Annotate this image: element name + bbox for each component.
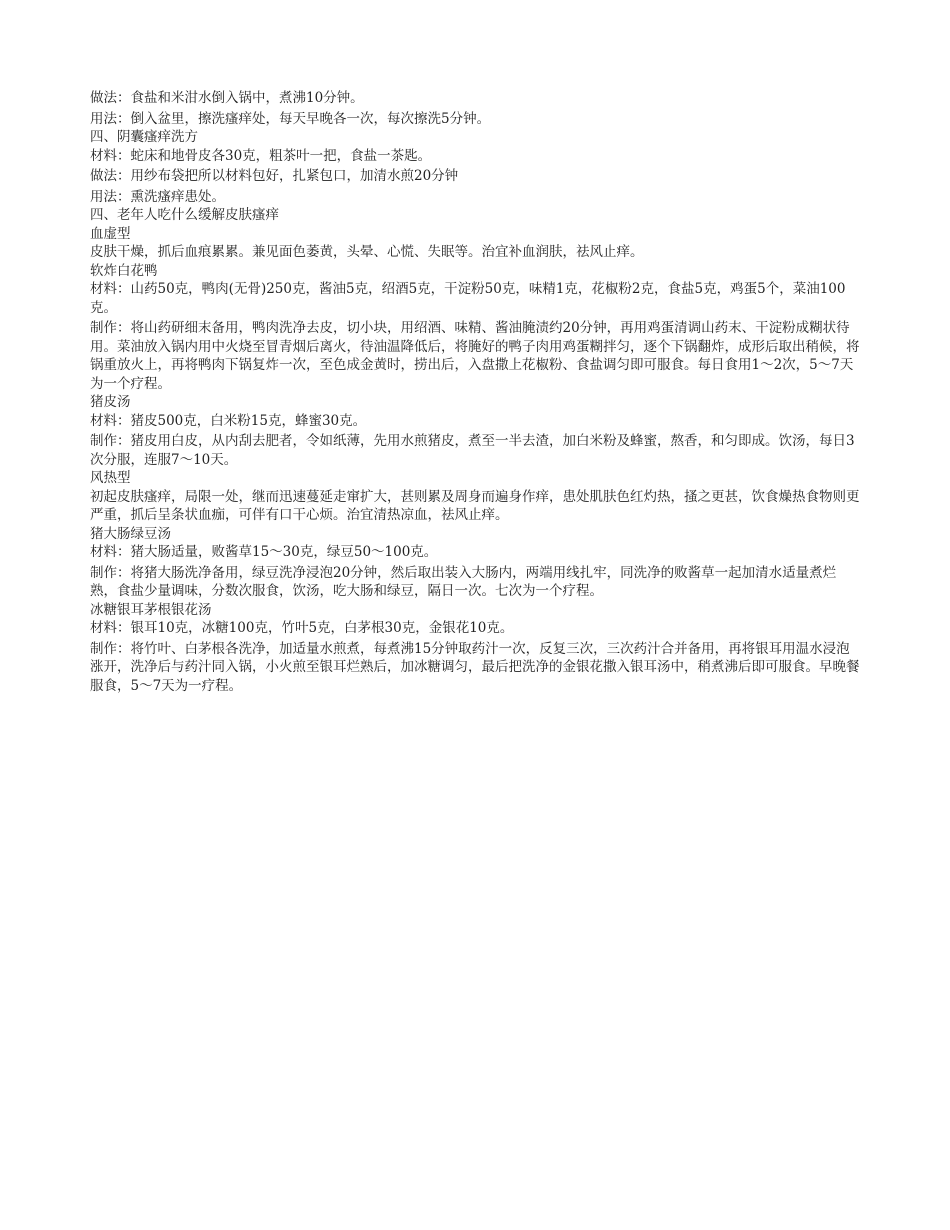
recipe-title-pig-skin-soup: 猪皮汤	[90, 394, 131, 410]
recipe-title-intestine-mung-bean-soup: 猪大肠绿豆汤	[90, 525, 171, 542]
recipe-preparation: 制作：将山药研细末备用，鸭肉洗净去皮，切小块，用绍酒、味精、酱油腌渍约20分钟，再用鸡蛋清调山药末、干淀粉成糊状待用。菜油放入锅内用中火烧至冒青烟后离火，待油温降低后，将腌好的鸭子肉用鸡蛋糊拌匀，逐个下锅翻炸，成形后取出稍候，将锅重放火上，再将鸭肉下锅复炸一次，至色成金黄时，捞出后，入盘撒上花椒粉、食盐调匀即可服食。每日食用1～2次，5～7天为一个疗程。	[90, 320, 860, 392]
subheading-wind-heat: 风热型	[90, 470, 131, 486]
recipe-title-fried-duck: 软炸白花鸭	[90, 262, 158, 279]
subheading-blood-deficiency: 血虚型	[90, 225, 131, 242]
recipe-preparation: 制作：将猪大肠洗净备用，绿豆洗净浸泡20分钟，然后取出装入大肠内，两端用线扎牢，同洗净的败酱草一起加清水适量煮烂熟，食盐少量调味，分数次服食，饮汤，吃大肠和绿豆，隔日一次。七次为一个疗程。	[90, 564, 837, 599]
recipe-materials: 材料：猪皮500克，白米粉15克，蜂蜜30克。	[90, 412, 367, 429]
section-heading-elderly-diet: 四、老年人吃什么缓解皮肤瘙痒	[90, 207, 279, 223]
text-line-usage: 用法：倒入盆里，擦洗瘙痒处，每天早晚各一次，每次擦洗5分钟。	[90, 110, 491, 127]
section-heading-scrotum-itch: 四、阴囊瘙痒洗方	[90, 129, 198, 145]
paragraph-wind-heat: 初起皮肤瘙痒，局限一处，继而迅速蔓延走窜扩大，甚则累及周身而遍身作痒，患处肌肤色红灼热，搔之更甚，饮食燥热食物则更严重，抓后呈条状血痂，可伴有口干心烦。治宜清热凉血，祛风止痒。	[90, 488, 860, 523]
recipe-title-tremella-soup: 冰糖银耳茅根银花汤	[90, 601, 212, 618]
document-body	[90, 89, 862, 695]
text-line-method: 做法：食盐和米泔水倒入锅中，煮沸10分钟。	[90, 90, 364, 106]
recipe-preparation: 制作：将竹叶、白茅根各洗净，加适量水煎煮，每煮沸15分钟取药汁一次，反复三次，三次药汁合并备用，再将银耳用温水浸泡涨开，洗净后与药汁同入锅，小火煎至银耳烂熟后，加冰糖调匀，最后把洗净的金银花撒入银耳汤中，稍煮沸后即可服食。早晚餐服食，5～7天为一疗程。	[90, 640, 860, 694]
text-line-materials: 材料：蛇床和地骨皮各30克，粗茶叶一把，食盐一茶匙。	[90, 147, 432, 164]
text-line-method: 做法：用纱布袋把所以材料包好，扎紧包口，加清水煎20分钟	[90, 168, 459, 184]
recipe-materials: 材料：山药50克，鸭肉(无骨)250克，酱油5克，绍酒5克，干淀粉50克，味精1克，花椒粉2克，食盐5克，鸡蛋5个，菜油100克。	[90, 281, 846, 316]
paragraph-blood-deficiency: 皮肤干燥，抓后血痕累累。兼见面色萎黄，头晕、心慌、失眠等。治宜补血润肤，祛风止痒。	[90, 244, 644, 260]
recipe-preparation: 制作：猪皮用白皮，从内刮去肥者，令如纸薄，先用水煎猪皮，煮至一半去渣，加白米粉及蜂蜜，熬香，和匀即成。饮汤，每日3次分服，连服7～10天。	[90, 433, 855, 468]
recipe-materials: 材料：银耳10克，冰糖100克，竹叶5克，白茅根30克，金银花10克。	[90, 620, 514, 636]
recipe-materials: 材料：猪大肠适量，败酱草15～30克，绿豆50～100克。	[90, 544, 438, 560]
text-line-usage: 用法：熏洗瘙痒患处。	[90, 188, 225, 205]
